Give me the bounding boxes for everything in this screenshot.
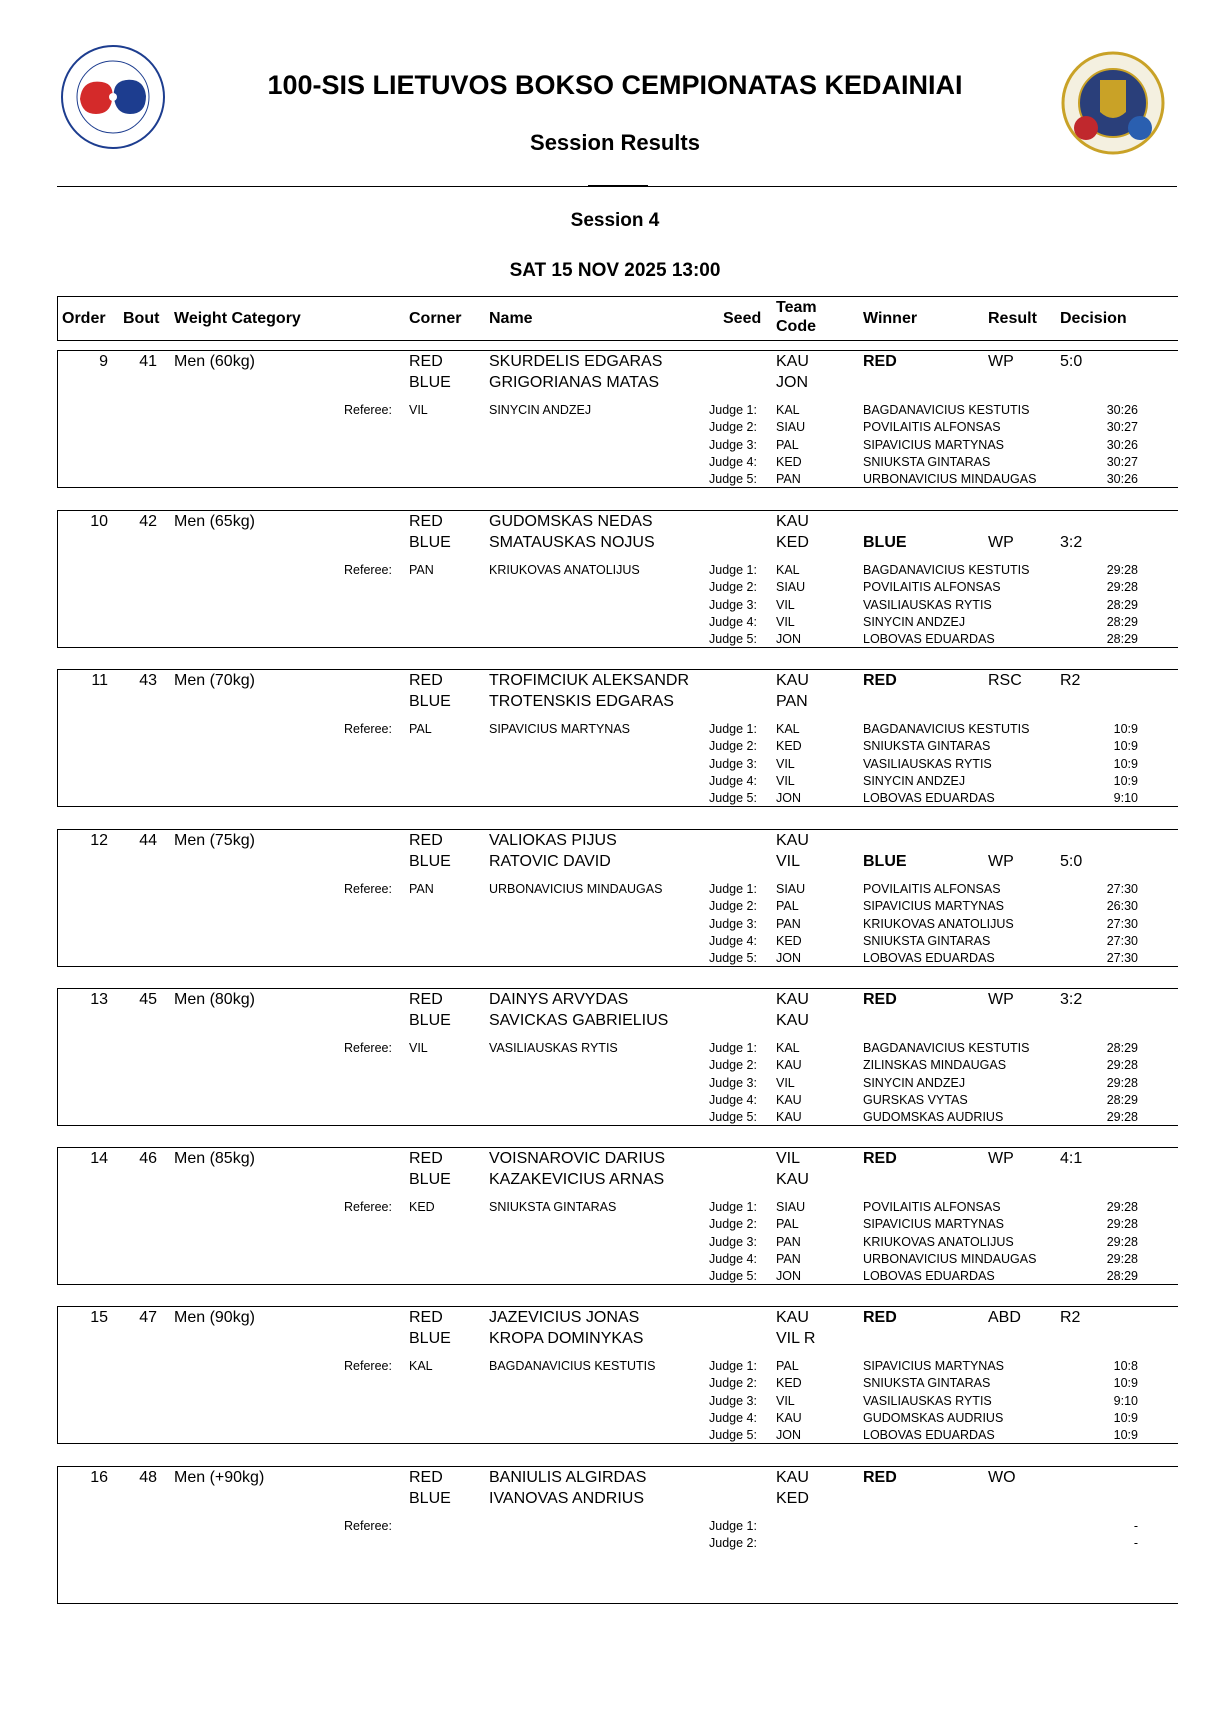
judge-score: 28:29	[1106, 597, 1138, 612]
judge-code: SIAU	[776, 882, 806, 896]
judge-name: SNIUKSTA GINTARAS	[863, 1376, 991, 1391]
red-boxer-name: JAZEVICIUS JONAS	[489, 1309, 640, 1326]
judge-name: SNIUKSTA GINTARAS	[863, 739, 991, 754]
decision: 4:1	[1060, 1150, 1083, 1167]
session-label: Session 4	[570, 210, 660, 231]
judge-label: Judge 4:	[709, 933, 757, 948]
judge-code: PAL	[776, 1359, 799, 1373]
bout-block	[57, 669, 1178, 807]
red-team-code: VIL	[776, 1150, 801, 1167]
decision: 3:2	[1060, 534, 1083, 551]
decision: 5:0	[1060, 853, 1083, 870]
judge-label: Judge 5:	[709, 791, 757, 806]
judge-label: Judge 2:	[709, 1217, 757, 1232]
judge-name: BAGDANAVICIUS KESTUTIS	[863, 1041, 1030, 1055]
judge-name: URBONAVICIUS MINDAUGAS	[863, 1251, 1037, 1266]
judge-score: 29:28	[1106, 1110, 1138, 1125]
judge-score: 28:29	[1106, 632, 1138, 647]
judge-score: 29:28	[1106, 1200, 1138, 1214]
judge-label: Judge 5:	[709, 1269, 757, 1284]
weight-category: Men (65kg)	[174, 513, 255, 530]
corner-blue: BLUE	[409, 1012, 451, 1029]
judge-label: Judge 2:	[709, 580, 757, 595]
weight-category: Men (80kg)	[174, 991, 255, 1008]
decision: 5:0	[1060, 353, 1083, 370]
judge-code: PAN	[776, 472, 801, 487]
judge-score: 30:26	[1106, 403, 1138, 417]
judge-code: VIL	[776, 756, 795, 771]
weight-category: Men (75kg)	[174, 832, 255, 849]
judge-name: SIPAVICIUS MARTYNAS	[863, 437, 1005, 452]
judge-score: 30:27	[1106, 454, 1138, 469]
referee-code: VIL	[409, 403, 428, 417]
judge-code: JON	[776, 951, 801, 966]
referee-label: Referee:	[344, 1200, 392, 1214]
bout-number: 46	[139, 1150, 157, 1167]
bout-number: 47	[139, 1309, 157, 1326]
judge-label: Judge 1:	[709, 1041, 757, 1055]
judge-name: LOBOVAS EDUARDAS	[863, 632, 995, 647]
judge-label: Judge 1:	[709, 722, 757, 736]
judge-label: Judge 3:	[709, 597, 757, 612]
judge-name: KRIUKOVAS ANATOLIJUS	[863, 1234, 1014, 1249]
judge-name: VASILIAUSKAS RYTIS	[863, 597, 992, 612]
judge-name: POVILAITIS ALFONSAS	[863, 420, 1001, 435]
corner-blue: BLUE	[409, 1490, 451, 1507]
judge-name: KRIUKOVAS ANATOLIJUS	[863, 916, 1014, 931]
winner: RED	[863, 1469, 897, 1486]
judge-label: Judge 2:	[709, 1376, 757, 1391]
judge-code: JON	[776, 1428, 801, 1443]
judge-label: Judge 2:	[709, 1536, 757, 1551]
judge-score: 29:28	[1106, 1234, 1138, 1249]
judge-label: Judge 5:	[709, 1110, 757, 1125]
red-team-code: KAU	[776, 513, 809, 530]
judge-label: Judge 2:	[709, 899, 757, 914]
corner-blue: BLUE	[409, 693, 451, 710]
column-header-order: Order	[62, 310, 106, 327]
judge-name: BAGDANAVICIUS KESTUTIS	[863, 563, 1030, 577]
judge-label: Judge 3:	[709, 916, 757, 931]
judge-name: VASILIAUSKAS RYTIS	[863, 756, 992, 771]
bout-number: 48	[139, 1469, 157, 1486]
judge-score: 10:9	[1113, 1428, 1138, 1443]
bout-number: 45	[139, 991, 157, 1008]
winner: RED	[863, 1309, 897, 1326]
column-header-seed: Seed	[723, 310, 762, 327]
table-header	[57, 296, 1178, 341]
referee-label: Referee:	[344, 1519, 392, 1533]
bout-block	[57, 1466, 1178, 1604]
judge-label: Judge 5:	[709, 1428, 757, 1443]
judge-code: KED	[776, 933, 802, 948]
judge-code: SIAU	[776, 420, 806, 435]
corner-red: RED	[409, 513, 443, 530]
bout-block	[57, 510, 1178, 648]
blue-team-code: KED	[776, 534, 809, 551]
red-boxer-name: SKURDELIS EDGARAS	[489, 353, 663, 370]
judge-label: Judge 3:	[709, 1234, 757, 1249]
judge-code: VIL	[776, 614, 795, 629]
blue-boxer-name: RATOVIC DAVID	[489, 853, 611, 870]
judge-score: 28:29	[1106, 1092, 1138, 1107]
corner-blue: BLUE	[409, 534, 451, 551]
judge-code: KAU	[776, 1058, 802, 1073]
page-title: 100-SIS LIETUVOS BOKSO CEMPIONATAS KEDAINIAI	[267, 70, 963, 100]
judge-score: 27:30	[1106, 951, 1138, 966]
judge-name: LOBOVAS EDUARDAS	[863, 791, 995, 806]
referee-name: VASILIAUSKAS RYTIS	[489, 1041, 618, 1055]
red-team-code: KAU	[776, 1469, 809, 1486]
result: ABD	[988, 1309, 1021, 1326]
judge-code: PAN	[776, 1251, 801, 1266]
result: WP	[988, 534, 1014, 551]
red-boxer-name: BANIULIS ALGIRDAS	[489, 1469, 647, 1486]
referee-label: Referee:	[344, 1041, 392, 1055]
bout-number: 41	[139, 353, 157, 370]
blue-boxer-name: KAZAKEVICIUS ARNAS	[489, 1171, 665, 1188]
result: WP	[988, 1150, 1014, 1167]
result: WP	[988, 853, 1014, 870]
judge-code: PAN	[776, 1234, 801, 1249]
column-header-winner: Winner	[863, 310, 918, 327]
weight-category: Men (90kg)	[174, 1309, 255, 1326]
referee-label: Referee:	[344, 722, 392, 736]
referee-code: PAN	[409, 882, 434, 896]
blue-team-code: PAN	[776, 693, 808, 710]
judge-code: PAL	[776, 437, 799, 452]
bout-order: 13	[90, 991, 108, 1008]
judge-score: 30:26	[1106, 437, 1138, 452]
red-team-code: KAU	[776, 672, 809, 689]
judge-name: LOBOVAS EDUARDAS	[863, 1428, 995, 1443]
red-team-code: KAU	[776, 1309, 809, 1326]
bout-order: 14	[90, 1150, 108, 1167]
judge-label: Judge 1:	[709, 563, 757, 577]
judge-code: SIAU	[776, 1200, 806, 1214]
judge-score: 29:28	[1106, 1075, 1138, 1090]
judge-label: Judge 1:	[709, 403, 757, 417]
session-datetime: SAT 15 NOV 2025 13:00	[509, 260, 721, 281]
judge-name: POVILAITIS ALFONSAS	[863, 580, 1001, 595]
bout-number: 43	[139, 672, 157, 689]
referee-code: KED	[409, 1200, 435, 1214]
judge-name: BAGDANAVICIUS KESTUTIS	[863, 722, 1030, 736]
judge-score: 10:9	[1113, 1410, 1138, 1425]
judge-name: SIPAVICIUS MARTYNAS	[863, 1359, 1005, 1373]
bout-order: 16	[90, 1469, 108, 1486]
corner-red: RED	[409, 1469, 443, 1486]
judge-code: KAL	[776, 1041, 800, 1055]
bout-order: 12	[90, 832, 108, 849]
judge-label: Judge 4:	[709, 454, 757, 469]
judge-code: KED	[776, 739, 802, 754]
judge-name: BAGDANAVICIUS KESTUTIS	[863, 403, 1030, 417]
red-boxer-name: DAINYS ARVYDAS	[489, 991, 629, 1008]
winner: BLUE	[863, 853, 907, 870]
winner: RED	[863, 991, 897, 1008]
weight-category: Men (85kg)	[174, 1150, 255, 1167]
judge-name: SIPAVICIUS MARTYNAS	[863, 899, 1005, 914]
judge-label: Judge 3:	[709, 756, 757, 771]
judge-score: -	[1133, 1519, 1138, 1533]
judge-code: KED	[776, 1376, 802, 1391]
bout-block	[57, 988, 1178, 1126]
weight-category: Men (70kg)	[174, 672, 255, 689]
corner-red: RED	[409, 353, 443, 370]
judge-name: GUDOMSKAS AUDRIUS	[863, 1110, 1004, 1125]
judge-label: Judge 1:	[709, 1519, 757, 1533]
judge-label: Judge 3:	[709, 437, 757, 452]
referee-code: VIL	[409, 1041, 428, 1055]
judge-score: 29:28	[1106, 563, 1138, 577]
red-boxer-name: VOISNAROVIC DARIUS	[489, 1150, 666, 1167]
bout-order: 10	[90, 513, 108, 530]
decision: R2	[1060, 672, 1081, 689]
judge-name: POVILAITIS ALFONSAS	[863, 1200, 1001, 1214]
referee-label: Referee:	[344, 882, 392, 896]
blue-boxer-name: TROTENSKIS EDGARAS	[489, 693, 674, 710]
result: RSC	[988, 672, 1022, 689]
judge-code: PAL	[776, 1217, 799, 1232]
judge-score: 9:10	[1113, 1393, 1138, 1408]
column-header-result: Result	[988, 310, 1037, 327]
judge-name: ZILINSKAS MINDAUGAS	[863, 1058, 1007, 1073]
judge-code: VIL	[776, 1075, 795, 1090]
judge-code: KAL	[776, 722, 800, 736]
judge-label: Judge 2:	[709, 1058, 757, 1073]
bout-block	[57, 829, 1178, 967]
referee-code: KAL	[409, 1359, 433, 1373]
blue-team-code: VIL	[776, 853, 801, 870]
judge-name: SIPAVICIUS MARTYNAS	[863, 1217, 1005, 1232]
bout-order: 15	[90, 1309, 108, 1326]
judge-name: LOBOVAS EDUARDAS	[863, 1269, 995, 1284]
bout-block	[57, 350, 1178, 488]
referee-label: Referee:	[344, 563, 392, 577]
referee-name: SIPAVICIUS MARTYNAS	[489, 722, 631, 736]
judge-score: 28:29	[1106, 1041, 1138, 1055]
column-header-code: Code	[776, 318, 816, 335]
judge-label: Judge 3:	[709, 1393, 757, 1408]
judge-score: 10:9	[1113, 756, 1138, 771]
referee-name: SINYCIN ANDZEJ	[489, 403, 592, 417]
red-boxer-name: GUDOMSKAS NEDAS	[489, 513, 653, 530]
judge-score: 10:9	[1113, 773, 1138, 788]
decision: 3:2	[1060, 991, 1083, 1008]
judge-code: KAL	[776, 563, 800, 577]
bout-block	[57, 1306, 1178, 1444]
judge-code: KAU	[776, 1410, 802, 1425]
winner: RED	[863, 1150, 897, 1167]
blue-team-code: VIL R	[776, 1330, 816, 1347]
judge-score: 10:8	[1113, 1359, 1138, 1373]
judge-name: VASILIAUSKAS RYTIS	[863, 1393, 992, 1408]
judge-label: Judge 2:	[709, 739, 757, 754]
referee-code: PAN	[409, 563, 434, 577]
judge-score: 29:28	[1106, 1251, 1138, 1266]
column-header-bout: Bout	[123, 310, 160, 327]
judge-name: SNIUKSTA GINTARAS	[863, 454, 991, 469]
decision: R2	[1060, 1309, 1081, 1326]
referee-label: Referee:	[344, 1359, 392, 1373]
judge-code: KAL	[776, 403, 800, 417]
judge-label: Judge 2:	[709, 420, 757, 435]
blue-boxer-name: KROPA DOMINYKAS	[489, 1330, 644, 1347]
weight-category: Men (+90kg)	[174, 1469, 265, 1486]
blue-boxer-name: SMATAUSKAS NOJUS	[489, 534, 655, 551]
judge-name: SINYCIN ANDZEJ	[863, 773, 966, 788]
column-header-team: Team	[776, 299, 817, 316]
bout-number: 44	[139, 832, 157, 849]
weight-category: Men (60kg)	[174, 353, 255, 370]
judge-code: JON	[776, 791, 801, 806]
judge-score: 27:30	[1106, 933, 1138, 948]
judge-label: Judge 4:	[709, 1410, 757, 1425]
judge-code: KED	[776, 454, 802, 469]
judge-label: Judge 4:	[709, 614, 757, 629]
judge-score: 29:28	[1106, 580, 1138, 595]
judge-code: PAL	[776, 899, 799, 914]
judge-code: KAU	[776, 1110, 802, 1125]
judge-score: 28:29	[1106, 614, 1138, 629]
column-header-weight: Weight Category	[174, 310, 301, 327]
judge-code: PAN	[776, 916, 801, 931]
referee-name: URBONAVICIUS MINDAUGAS	[489, 882, 663, 896]
corner-red: RED	[409, 672, 443, 689]
judge-score: 10:9	[1113, 739, 1138, 754]
corner-blue: BLUE	[409, 1171, 451, 1188]
judge-label: Judge 1:	[709, 882, 757, 896]
judge-score: 27:30	[1106, 916, 1138, 931]
judge-score: 26:30	[1106, 899, 1138, 914]
blue-team-code: JON	[776, 374, 808, 391]
red-boxer-name: TROFIMCIUK ALEKSANDR	[489, 672, 690, 689]
judge-score: 10:9	[1113, 722, 1138, 736]
blue-team-code: KAU	[776, 1171, 809, 1188]
corner-blue: BLUE	[409, 853, 451, 870]
result: WP	[988, 353, 1014, 370]
blue-team-code: KED	[776, 1490, 809, 1507]
referee-name: BAGDANAVICIUS KESTUTIS	[489, 1359, 656, 1373]
judge-label: Judge 3:	[709, 1075, 757, 1090]
judge-code: VIL	[776, 1393, 795, 1408]
judge-name: SINYCIN ANDZEJ	[863, 614, 966, 629]
judge-name: URBONAVICIUS MINDAUGAS	[863, 472, 1037, 487]
column-header-decision: Decision	[1060, 310, 1127, 327]
judge-name: SINYCIN ANDZEJ	[863, 1075, 966, 1090]
referee-label: Referee:	[344, 403, 392, 417]
result: WO	[988, 1469, 1016, 1486]
blue-team-code: KAU	[776, 1012, 809, 1029]
judge-score: -	[1133, 1536, 1138, 1551]
column-header-corner: Corner	[409, 310, 462, 327]
header-divider-center-tick	[588, 185, 648, 187]
corner-red: RED	[409, 832, 443, 849]
judge-label: Judge 5:	[709, 472, 757, 487]
winner: BLUE	[863, 534, 907, 551]
corner-blue: BLUE	[409, 374, 451, 391]
bout-number: 42	[139, 513, 157, 530]
judge-name: POVILAITIS ALFONSAS	[863, 882, 1001, 896]
judge-label: Judge 4:	[709, 1251, 757, 1266]
bout-block	[57, 1147, 1178, 1285]
judge-name: LOBOVAS EDUARDAS	[863, 951, 995, 966]
blue-boxer-name: GRIGORIANAS MATAS	[489, 374, 660, 391]
corner-blue: BLUE	[409, 1330, 451, 1347]
judge-score: 30:27	[1106, 420, 1138, 435]
judge-score: 10:9	[1113, 1376, 1138, 1391]
judge-code: KAU	[776, 1092, 802, 1107]
corner-red: RED	[409, 1150, 443, 1167]
blue-boxer-name: SAVICKAS GABRIELIUS	[489, 1012, 669, 1029]
judge-code: JON	[776, 1269, 801, 1284]
judge-score: 29:28	[1106, 1058, 1138, 1073]
judge-score: 9:10	[1113, 791, 1138, 806]
result: WP	[988, 991, 1014, 1008]
corner-red: RED	[409, 1309, 443, 1326]
red-team-code: KAU	[776, 832, 809, 849]
winner: RED	[863, 353, 897, 370]
bout-order: 11	[91, 672, 108, 689]
red-team-code: KAU	[776, 991, 809, 1008]
judge-name: GURSKAS VYTAS	[863, 1092, 968, 1107]
judge-label: Judge 1:	[709, 1200, 757, 1214]
judge-code: SIAU	[776, 580, 806, 595]
judge-name: GUDOMSKAS AUDRIUS	[863, 1410, 1004, 1425]
judge-code: VIL	[776, 773, 795, 788]
red-team-code: KAU	[776, 353, 809, 370]
judge-score: 28:29	[1106, 1269, 1138, 1284]
red-boxer-name: VALIOKAS PIJUS	[489, 832, 617, 849]
column-header-name: Name	[489, 310, 533, 327]
referee-name: KRIUKOVAS ANATOLIJUS	[489, 563, 640, 577]
judge-score: 27:30	[1106, 882, 1138, 896]
judge-label: Judge 1:	[709, 1359, 757, 1373]
bout-order: 9	[99, 353, 108, 370]
judge-label: Judge 4:	[709, 773, 757, 788]
judge-score: 30:26	[1106, 472, 1138, 487]
referee-code: PAL	[409, 722, 432, 736]
referee-name: SNIUKSTA GINTARAS	[489, 1200, 617, 1214]
judge-score: 29:28	[1106, 1217, 1138, 1232]
judge-label: Judge 4:	[709, 1092, 757, 1107]
judge-code: JON	[776, 632, 801, 647]
judge-name: SNIUKSTA GINTARAS	[863, 933, 991, 948]
judge-label: Judge 5:	[709, 951, 757, 966]
judge-label: Judge 5:	[709, 632, 757, 647]
page-subtitle: Session Results	[530, 130, 700, 155]
winner: RED	[863, 672, 897, 689]
corner-red: RED	[409, 991, 443, 1008]
blue-boxer-name: IVANOVAS ANDRIUS	[489, 1490, 644, 1507]
judge-code: VIL	[776, 597, 795, 612]
